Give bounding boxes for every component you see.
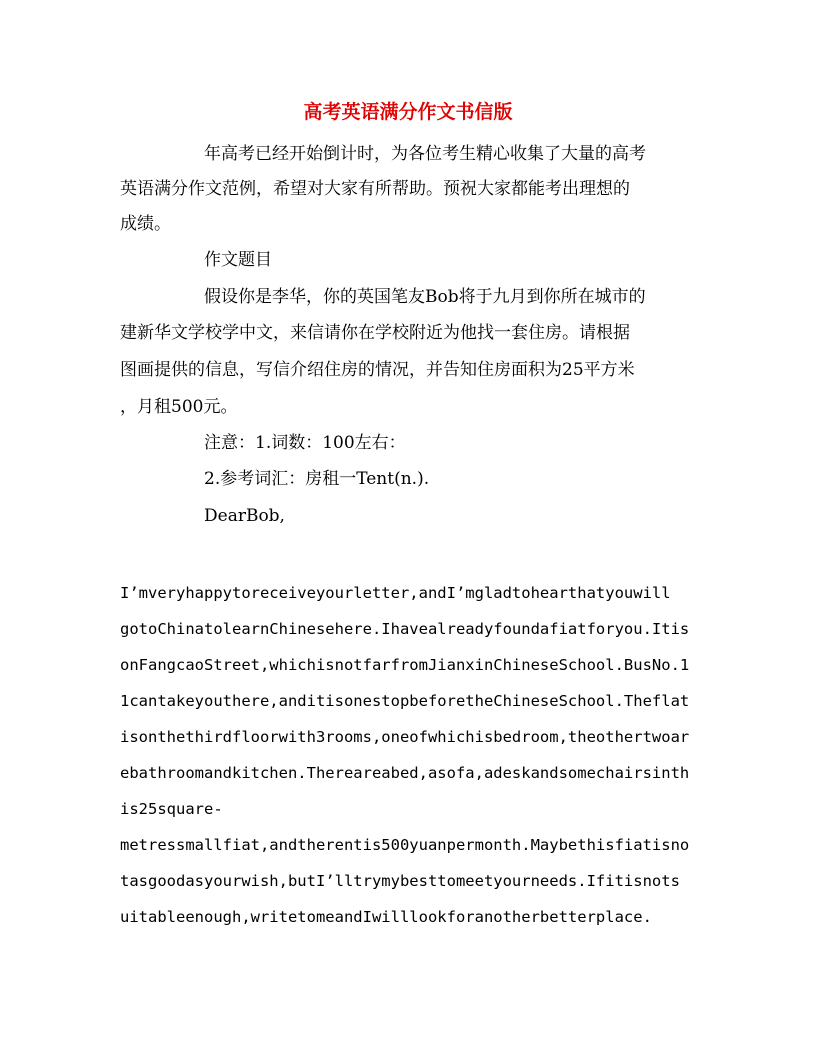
prompt-line-2: 建新华文学校学中文，来信请你在学校附近为他找一套住房。请根据 xyxy=(120,323,630,343)
prompt-line-4: ，月租500元。 xyxy=(120,397,238,417)
letter-line-5: isonthethirdfloorwith3rooms,oneofwhichisbedroom,theothertwoar xyxy=(120,728,690,746)
section-heading: 作文题目 xyxy=(204,250,272,270)
letter-line-6: ebathroomandkitchen.Thereareabed,asofa,adeskandsomechairsinth xyxy=(120,764,690,782)
letter-line-2: gotoChinatolearnChinesehere.Ihavealreadyfoundafiatforyou.Itis xyxy=(120,620,690,638)
intro-line-3: 成绩。 xyxy=(120,214,171,234)
document-title: 高考英语满分作文书信版 xyxy=(303,101,513,123)
letter-line-9: tasgoodasyourwish,butI’lltrymybesttomeetyourneeds.Ifitisnots xyxy=(120,872,680,890)
letter-line-7: is25square- xyxy=(120,800,223,818)
prompt-line-1: 假设你是李华，你的英国笔友Bob将于九月到你所在城市的 xyxy=(204,287,646,307)
letter-line-10: uitableenough,writetomeandIwilllookforanotherbetterplace. xyxy=(120,908,652,926)
salutation: DearBob, xyxy=(204,506,285,526)
prompt-line-3: 图画提供的信息，写信介绍住房的情况，并告知住房面积为25平方米 xyxy=(120,360,635,380)
letter-line-4: 1cantakeyouthere,anditisonestopbeforetheChineseSchool.Theflat xyxy=(120,692,690,710)
letter-line-8: metressmallfiat,andtherentis500yuanpermonth.Maybethisfiatisno xyxy=(120,836,690,854)
intro-line-1: 年高考已经开始倒计时，为各位考生精心收集了大量的高考 xyxy=(204,144,646,164)
note-line-2: 2.参考词汇：房租一Tent(n.). xyxy=(204,469,430,489)
letter-line-1: I’mveryhappytoreceiveyourletter,andI’mgladtohearthatyouwill xyxy=(120,584,671,602)
intro-line-2: 英语满分作文范例，希望对大家有所帮助。预祝大家都能考出理想的 xyxy=(120,179,630,199)
note-line-1: 注意：1.词数：100左右： xyxy=(204,433,406,453)
letter-line-3: onFangcaoStreet,whichisnotfarfromJianxinChineseSchool.BusNo.1 xyxy=(120,656,690,674)
